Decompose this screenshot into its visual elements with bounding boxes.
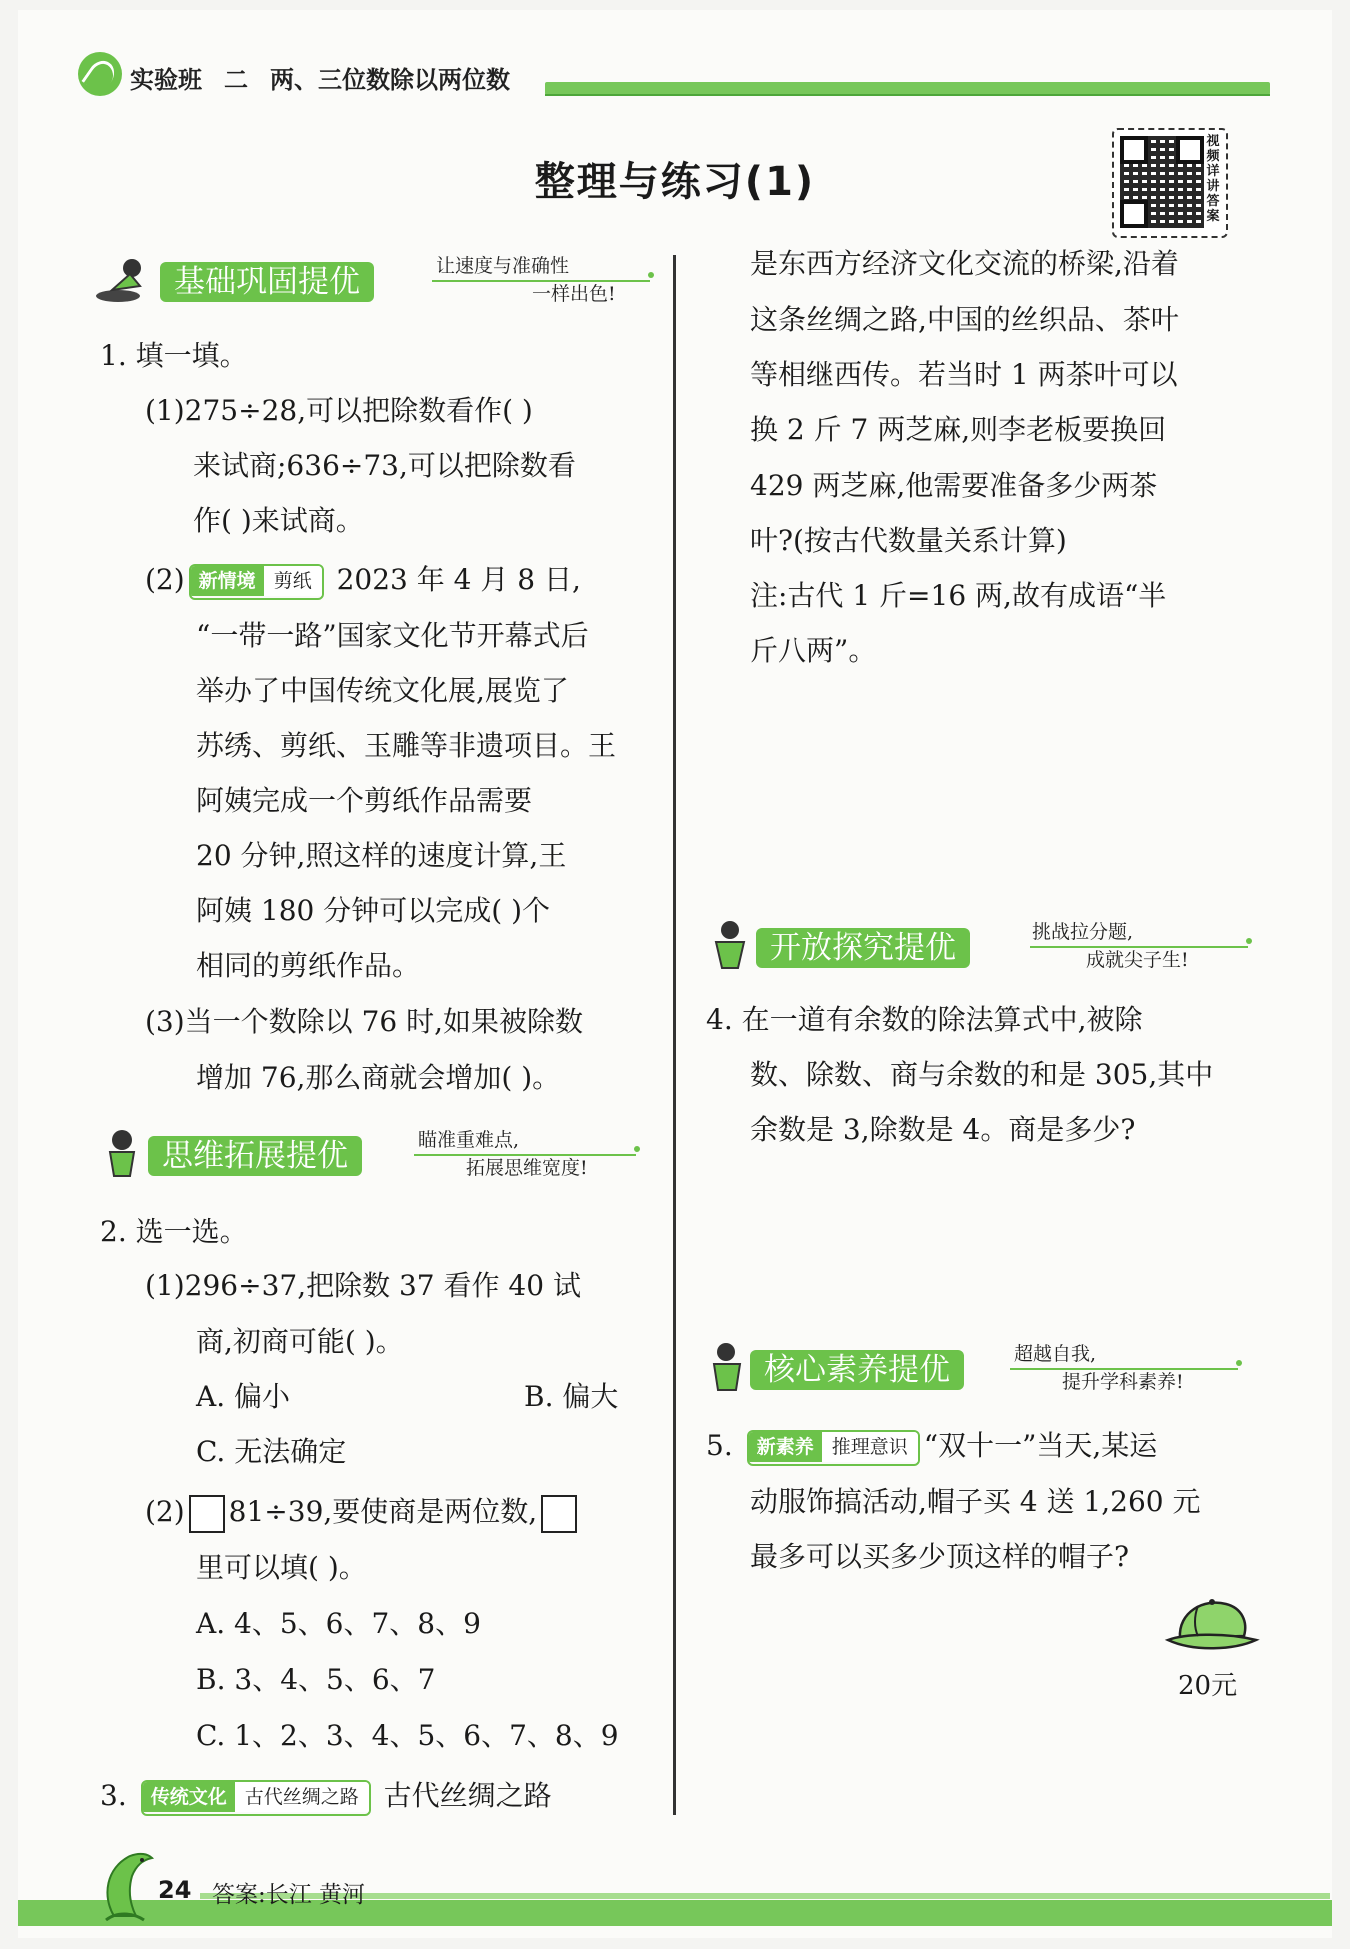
skateboard-kid-icon — [96, 252, 154, 308]
header-text — [130, 60, 532, 95]
q1-part2-date: 2023 年 4 月 8 日, — [336, 563, 581, 596]
q3-right-line3: 等相继西传。若当时 1 两茶叶可以 — [750, 358, 1178, 391]
cap-price: 20元 — [1178, 1671, 1238, 1701]
q4-line3: 余数是 3,除数是 4。商是多少? — [750, 1113, 1136, 1146]
q3-right-line7: 注:古代 1 斤=16 两,故有成语“半 — [750, 579, 1167, 612]
new-context-tag: 新情境 剪纸 — [189, 564, 324, 600]
section-slogan: 瞄准重难点, 拓展思维宽度! — [418, 1129, 588, 1179]
slogan-underline — [1010, 1368, 1238, 1370]
section-banner-basic — [96, 255, 656, 305]
q1-part3-line2: 增加 76,那么商就会增加( )。 — [196, 1061, 561, 1094]
q4-line1: 4. 在一道有余数的除法算式中,被除 — [706, 1003, 1143, 1036]
qr-finder — [1176, 136, 1204, 164]
q3-right-line4: 换 2 斤 7 两芝麻,则李老板要换回 — [750, 413, 1167, 446]
q2-part1-line2: 商,初商可能( )。 — [196, 1325, 404, 1358]
q1-part3-line1: (3)当一个数除以 76 时,如果被除数 — [145, 1005, 583, 1038]
q5-intro: “双十一”当天,某运 — [923, 1429, 1158, 1462]
new-literacy-tag: 新素养 推理意识 — [747, 1430, 920, 1466]
section-label: 基础巩固提优 — [160, 262, 374, 302]
section-label: 核心素养提优 — [750, 1350, 964, 1390]
section-label: 开放探究提优 — [756, 928, 970, 968]
section-slogan: 让速度与准确性 一样出色! — [436, 255, 616, 305]
climbing-kid-icon — [704, 918, 756, 974]
unit-title: 两、三位数除以两位数 — [270, 66, 510, 94]
section-banner-open — [704, 921, 1254, 971]
unit-number: 二 — [224, 66, 248, 94]
slogan-dot — [1246, 938, 1252, 944]
leaf-logo-icon — [78, 52, 122, 96]
q3-right-line2: 这条丝绸之路,中国的丝织品、茶叶 — [750, 303, 1179, 336]
q1-part2-line8: 相同的剪纸作品。 — [196, 949, 421, 982]
q2-option-b: B. 偏大 — [524, 1380, 619, 1413]
section-label: 思维拓展提优 — [148, 1136, 362, 1176]
q1-part1-line3: 作( )来试商。 — [193, 504, 364, 537]
section-slogan: 超越自我, 提升学科素养! — [1014, 1343, 1184, 1393]
q1-part1-line2: 来试商;636÷73,可以把除数看 — [193, 449, 576, 482]
slogan-underline — [1030, 946, 1248, 948]
q3-right-line6: 叶?(按古代数量关系计算) — [750, 524, 1067, 557]
q4-line2: 数、除数、商与余数的和是 305,其中 — [750, 1058, 1214, 1091]
q2-part2-line1 — [145, 1490, 581, 1534]
qr-finder — [1120, 200, 1148, 228]
column-divider — [673, 255, 676, 1815]
q3-right-line1: 是东西方经济文化交流的桥梁,沿着 — [750, 247, 1179, 280]
q1-part2-line6: 20 分钟,照这样的速度计算,王 — [196, 839, 567, 872]
q2-part1-line1: (1)296÷37,把除数 37 看作 40 试 — [145, 1269, 581, 1302]
slogan-dot — [634, 1146, 640, 1152]
q2-option-c: C. 无法确定 — [196, 1435, 347, 1468]
thinking-kid-icon — [100, 1126, 148, 1182]
header-bar-line — [545, 94, 1270, 96]
slogan-underline — [432, 280, 650, 282]
q2-part2-number: (2) — [145, 1495, 185, 1528]
q5-number: 5. — [706, 1429, 733, 1462]
slogan-dot — [648, 272, 654, 278]
q1-part2-line3: 举办了中国传统文化展,展览了 — [196, 674, 569, 707]
q2-heading: 2. 选一选。 — [100, 1215, 248, 1248]
answer-key: 答案:长江 黄河 — [212, 1882, 366, 1908]
section-slogan: 挑战拉分题, 成就尖子生! — [1032, 921, 1189, 971]
q3-right-line8: 斤八两”。 — [750, 634, 877, 667]
section-banner-core — [704, 1343, 1244, 1393]
q2-option-a: A. 偏小 — [196, 1380, 291, 1413]
q2-part2-option-c: C. 1、2、3、4、5、6、7、8、9 — [196, 1719, 619, 1752]
page-number: 24 — [158, 1876, 192, 1904]
blank-box[interactable] — [541, 1495, 577, 1533]
slogan-underline — [414, 1154, 636, 1156]
q3-number: 3. — [100, 1779, 127, 1812]
traditional-culture-tag: 传统文化 古代丝绸之路 — [141, 1780, 371, 1816]
jumping-kid-icon — [704, 1340, 750, 1396]
slogan-dot — [1236, 1360, 1242, 1366]
cap-icon — [1164, 1594, 1260, 1656]
q5-line2: 动服饰搞活动,帽子买 4 送 1,260 元 — [750, 1485, 1201, 1518]
page-title: 整理与练习(1) — [534, 159, 816, 205]
series-label: 实验班 — [130, 66, 202, 94]
q2-part2-text: 81÷39,要使商是两位数, — [228, 1495, 538, 1528]
q2-part2-option-b: B. 3、4、5、6、7 — [196, 1663, 436, 1696]
q1-part2-line2: “一带一路”国家文化节开幕式后 — [196, 619, 589, 652]
qr-code[interactable] — [1112, 128, 1228, 238]
q3-title: 古代丝绸之路 — [383, 1779, 552, 1812]
dolphin-icon — [96, 1846, 156, 1926]
q2-part2-line2: 里可以填( )。 — [196, 1551, 367, 1584]
footer-bar-light — [200, 1893, 1330, 1899]
q3-right-line5: 429 两芝麻,他需要准备多少两茶 — [750, 469, 1158, 502]
q3-line1 — [100, 1774, 552, 1818]
q1-part2-line4: 苏绣、剪纸、玉雕等非遗项目。王 — [196, 729, 617, 762]
q5-line1 — [706, 1424, 1157, 1468]
q1-heading: 1. 填一填。 — [100, 339, 248, 372]
q2-part2-option-a: A. 4、5、6、7、8、9 — [196, 1607, 481, 1640]
q1-part2-line7: 阿姨 180 分钟可以完成( )个 — [196, 894, 550, 927]
q1-part1-line1: (1)275÷28,可以把除数看作( ) — [145, 394, 533, 427]
qr-finder — [1120, 136, 1148, 164]
q1-part2-line1 — [145, 558, 581, 602]
blank-box[interactable] — [189, 1495, 225, 1533]
q5-line3: 最多可以买多少顶这样的帽子? — [750, 1540, 1130, 1573]
q1-part2-number: (2) — [145, 563, 185, 596]
q1-part2-line5: 阿姨完成一个剪纸作品需要 — [196, 784, 533, 817]
qr-label: 视频详讲答案 — [1206, 134, 1220, 224]
section-banner-thinking — [100, 1129, 640, 1179]
